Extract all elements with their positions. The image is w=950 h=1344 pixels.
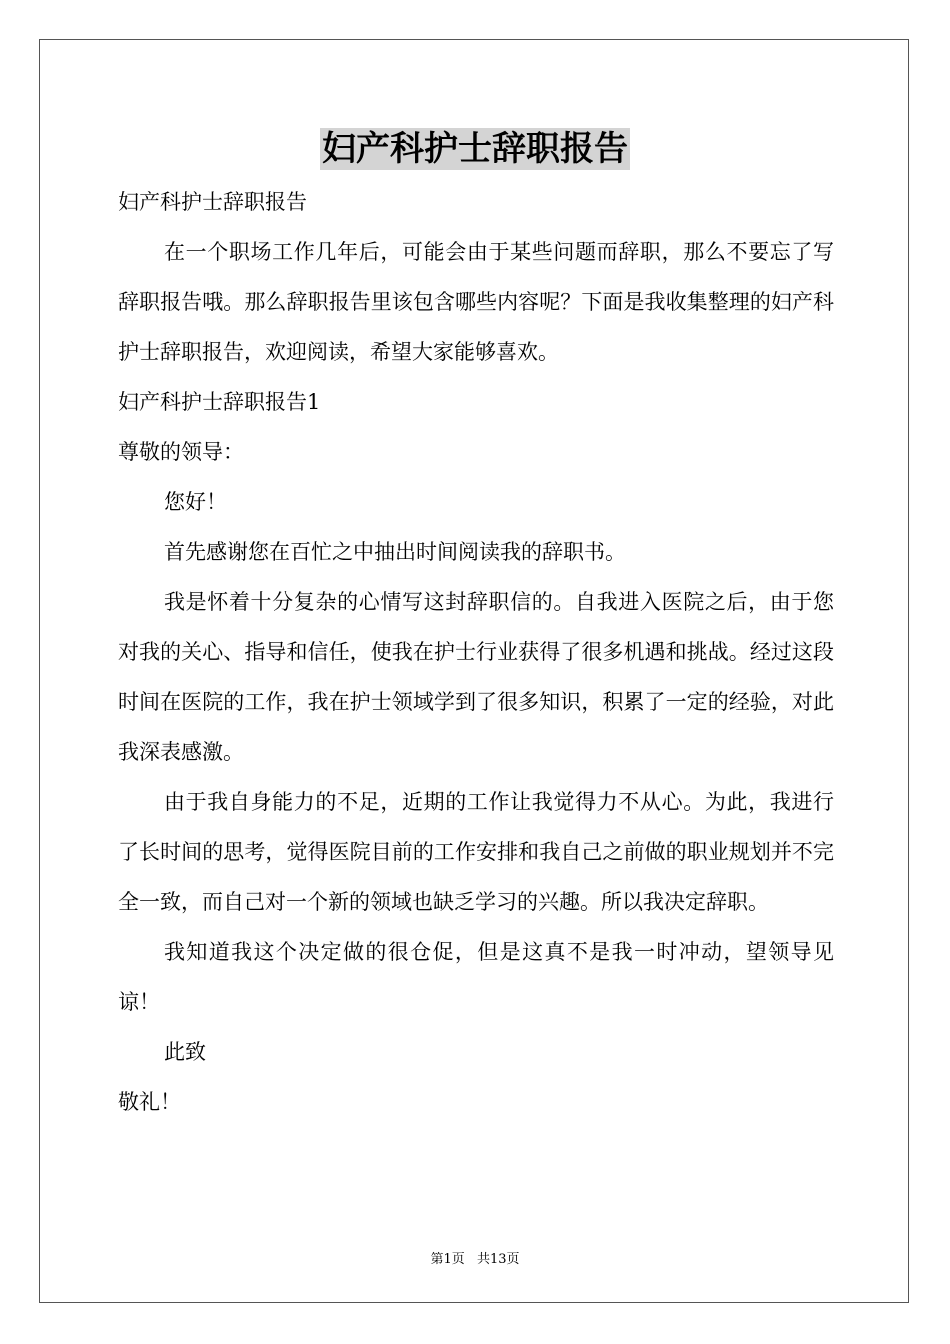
section-heading: 妇产科护士辞职报告1 — [118, 390, 321, 414]
body-paragraph: 由于我自身能力的不足，近期的工作让我觉得力不从心。为此，我进行了长时间的思考，觉得医院目前的工作安排和我自己之前做的职业规划并不完全一致，而自己对一个新的领域也缺乏学习的兴趣。所以我决定辞职。 — [118, 790, 834, 914]
body-paragraph: 我是怀着十分复杂的心情写这封辞职信的。自我进入医院之后，由于您对我的关心、指导和信任，使我在护士行业获得了很多机遇和挑战。经过这段时间在医院的工作，我在护士领域学到了很多知识，积累了一定的经验，对此我深表感激。 — [118, 590, 834, 764]
body-paragraph: 我知道我这个决定做的很仓促，但是这真不是我一时冲动，望领导见谅！ — [118, 940, 834, 1014]
greeting: 您好！ — [164, 490, 227, 514]
document-body — [118, 177, 834, 1127]
regards: 敬礼！ — [118, 1090, 181, 1114]
body-paragraph: 首先感谢您在百忙之中抽出时间阅读我的辞职书。 — [164, 540, 626, 564]
page-footer — [0, 1248, 950, 1267]
salutation: 尊敬的领导： — [118, 440, 244, 464]
page-number: 第1页 — [430, 1252, 465, 1267]
title-container — [0, 128, 950, 170]
page-total: 共13页 — [476, 1252, 520, 1267]
intro-paragraph: 在一个职场工作几年后，可能会由于某些问题而辞职，那么不要忘了写辞职报告哦。那么辞职报告里该包含哪些内容呢？下面是我收集整理的妇产科护士辞职报告，欢迎阅读，希望大家能够喜欢。 — [118, 240, 834, 364]
subtitle: 妇产科护士辞职报告 — [118, 190, 307, 214]
document-title: 妇产科护士辞职报告 — [322, 129, 628, 169]
closing: 此致 — [164, 1040, 206, 1064]
